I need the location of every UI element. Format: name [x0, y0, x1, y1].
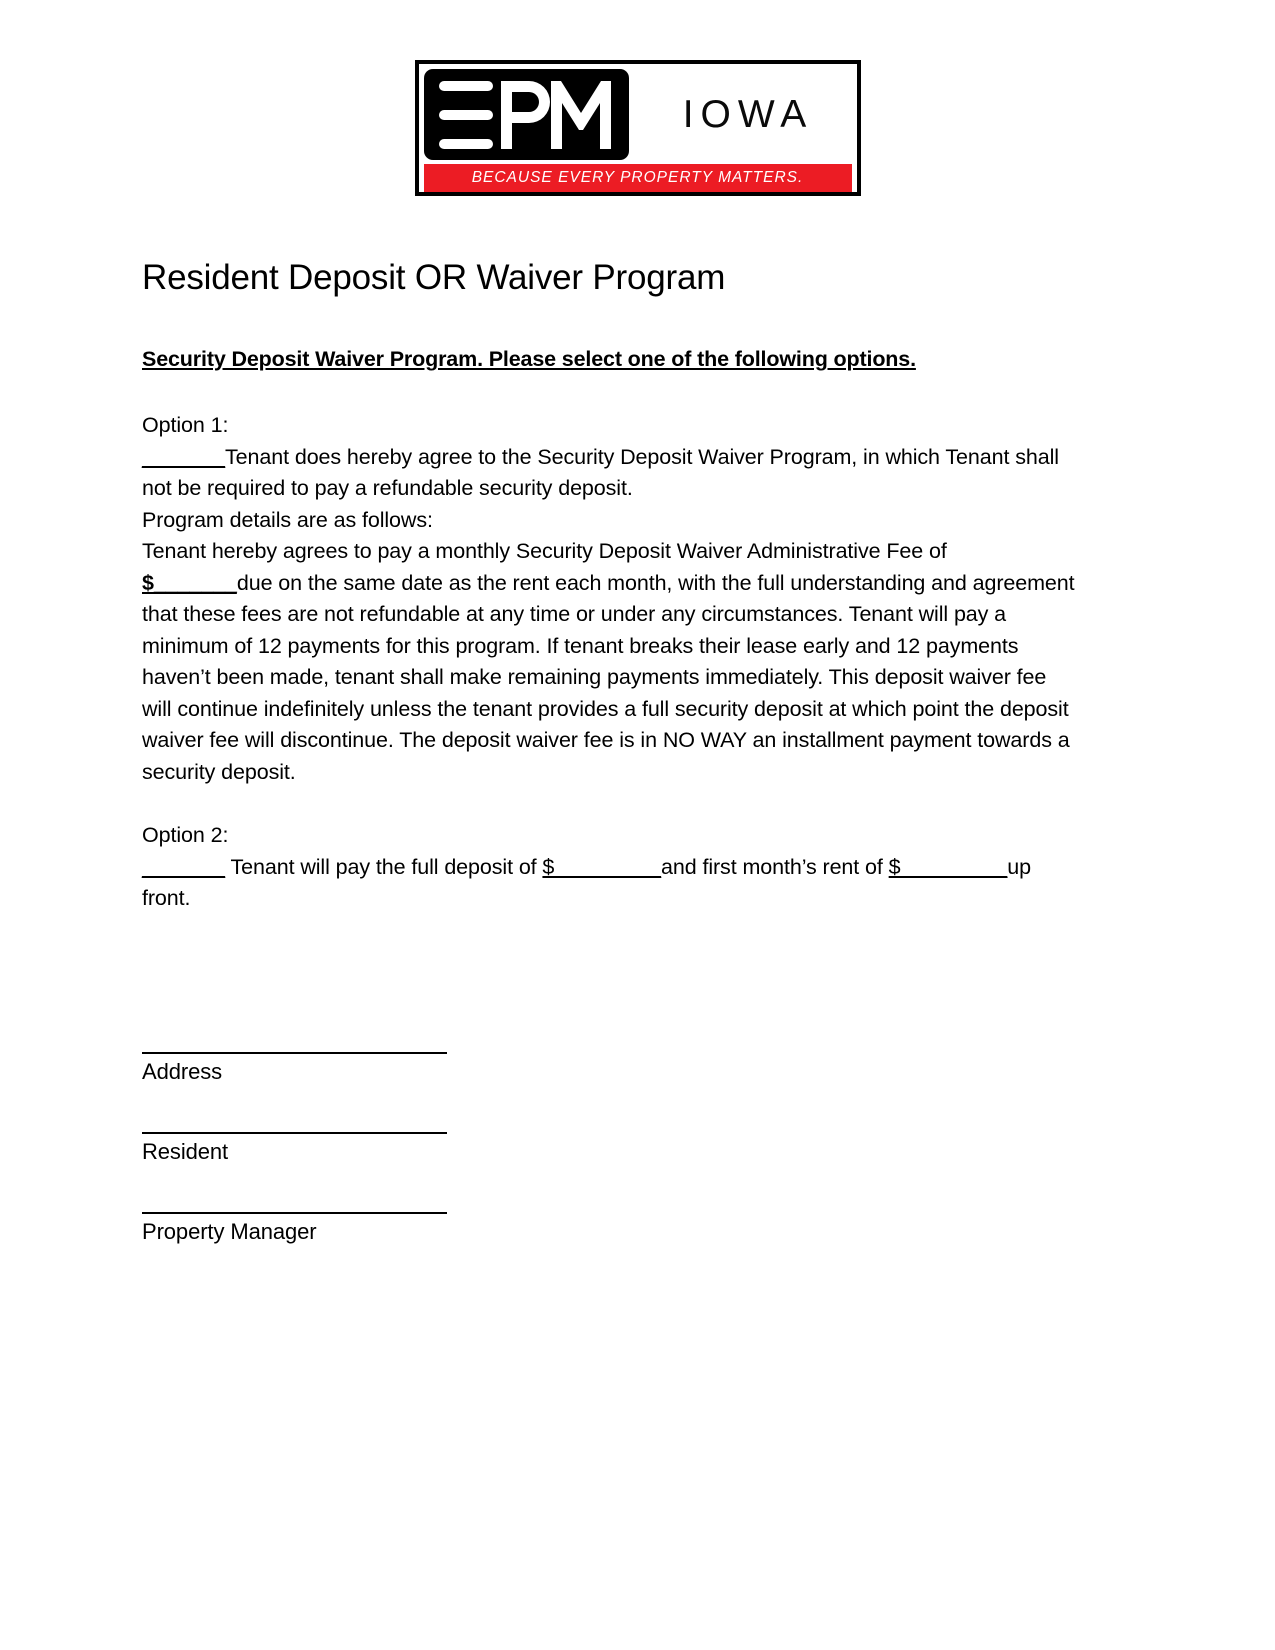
signature-group-property-manager: [142, 1212, 602, 1246]
signature-group-resident: [142, 1132, 602, 1166]
option-1-paragraph-2: [142, 536, 1077, 788]
option-2-select-blank[interactable]: _______: [142, 854, 226, 879]
signature-section: [142, 1052, 602, 1246]
section-subheading: Security Deposit Waiver Program. Please select one of the following options.: [142, 347, 916, 372]
logo-state-block: [629, 69, 852, 160]
option-1-block: [142, 410, 1077, 788]
logo-tagline-text: BECAUSE EVERY PROPERTY MATTERS.: [471, 169, 804, 187]
signature-group-address: [142, 1052, 602, 1086]
option-1-paragraph-1: [142, 442, 1077, 505]
option-2-text-part-1: Tenant will pay the full deposit of: [225, 854, 543, 879]
option-1-label: Option 1:: [142, 413, 229, 438]
logo-top-row: [424, 69, 852, 160]
option-1-fee-text-after: due on the same date as the rent each month, with the full understanding and agreement that these fees are not refundable at any time or under any circumstances. Tenant will pay a minimum of 12 payments for this program. If tenant breaks their lease early and 12 payments haven’t been made, tenant shall make remaining payments immediately. This deposit waiver fee will continue indefinitely unless the tenant provides a full security deposit at which point the deposit waiver fee will discontinue. The deposit waiver fee is in NO WAY an installment payment towards a security deposit.: [142, 570, 1075, 784]
page-title: Resident Deposit OR Waiver Program: [142, 258, 726, 297]
logo-state-text: IOWA: [682, 93, 814, 136]
document-body: [142, 258, 1077, 915]
epm-logo-icon: [437, 77, 615, 153]
resident-signature-label: Resident: [142, 1139, 229, 1164]
address-signature-label: Address: [142, 1059, 223, 1084]
option-1-paragraph-1-text: Tenant does hereby agree to the Security Deposit Waiver Program, in which Tenant shall not be required to pay a refundable security deposit.: [142, 444, 1059, 501]
epm-wordmark-block: [424, 69, 629, 160]
property-manager-signature-line[interactable]: [142, 1212, 447, 1214]
address-signature-line[interactable]: [142, 1052, 447, 1054]
option-2-rent-amount-blank[interactable]: $_________: [888, 854, 1008, 879]
option-1-select-blank[interactable]: _______: [142, 444, 226, 469]
option-2-text-part-3: up front.: [142, 854, 1031, 911]
option-1-fee-text-before: Tenant hereby agrees to pay a monthly Security Deposit Waiver Administrative Fee of: [142, 539, 947, 564]
option-1-program-details-label: Program details are as follows:: [142, 507, 433, 532]
property-manager-signature-label: Property Manager: [142, 1219, 317, 1244]
option-2-paragraph: [142, 852, 1077, 915]
epm-iowa-logo: [415, 60, 861, 196]
resident-signature-line[interactable]: [142, 1132, 447, 1134]
option-2-block: [142, 820, 1077, 915]
logo-header: [0, 60, 1275, 196]
option-2-text-part-2: and first month’s rent of: [661, 854, 889, 879]
option-2-label: Option 2:: [142, 823, 229, 848]
logo-tagline-bar: [424, 164, 852, 192]
option-2-deposit-amount-blank[interactable]: $_________: [542, 854, 661, 879]
option-1-fee-amount-blank[interactable]: $_______: [142, 570, 237, 595]
